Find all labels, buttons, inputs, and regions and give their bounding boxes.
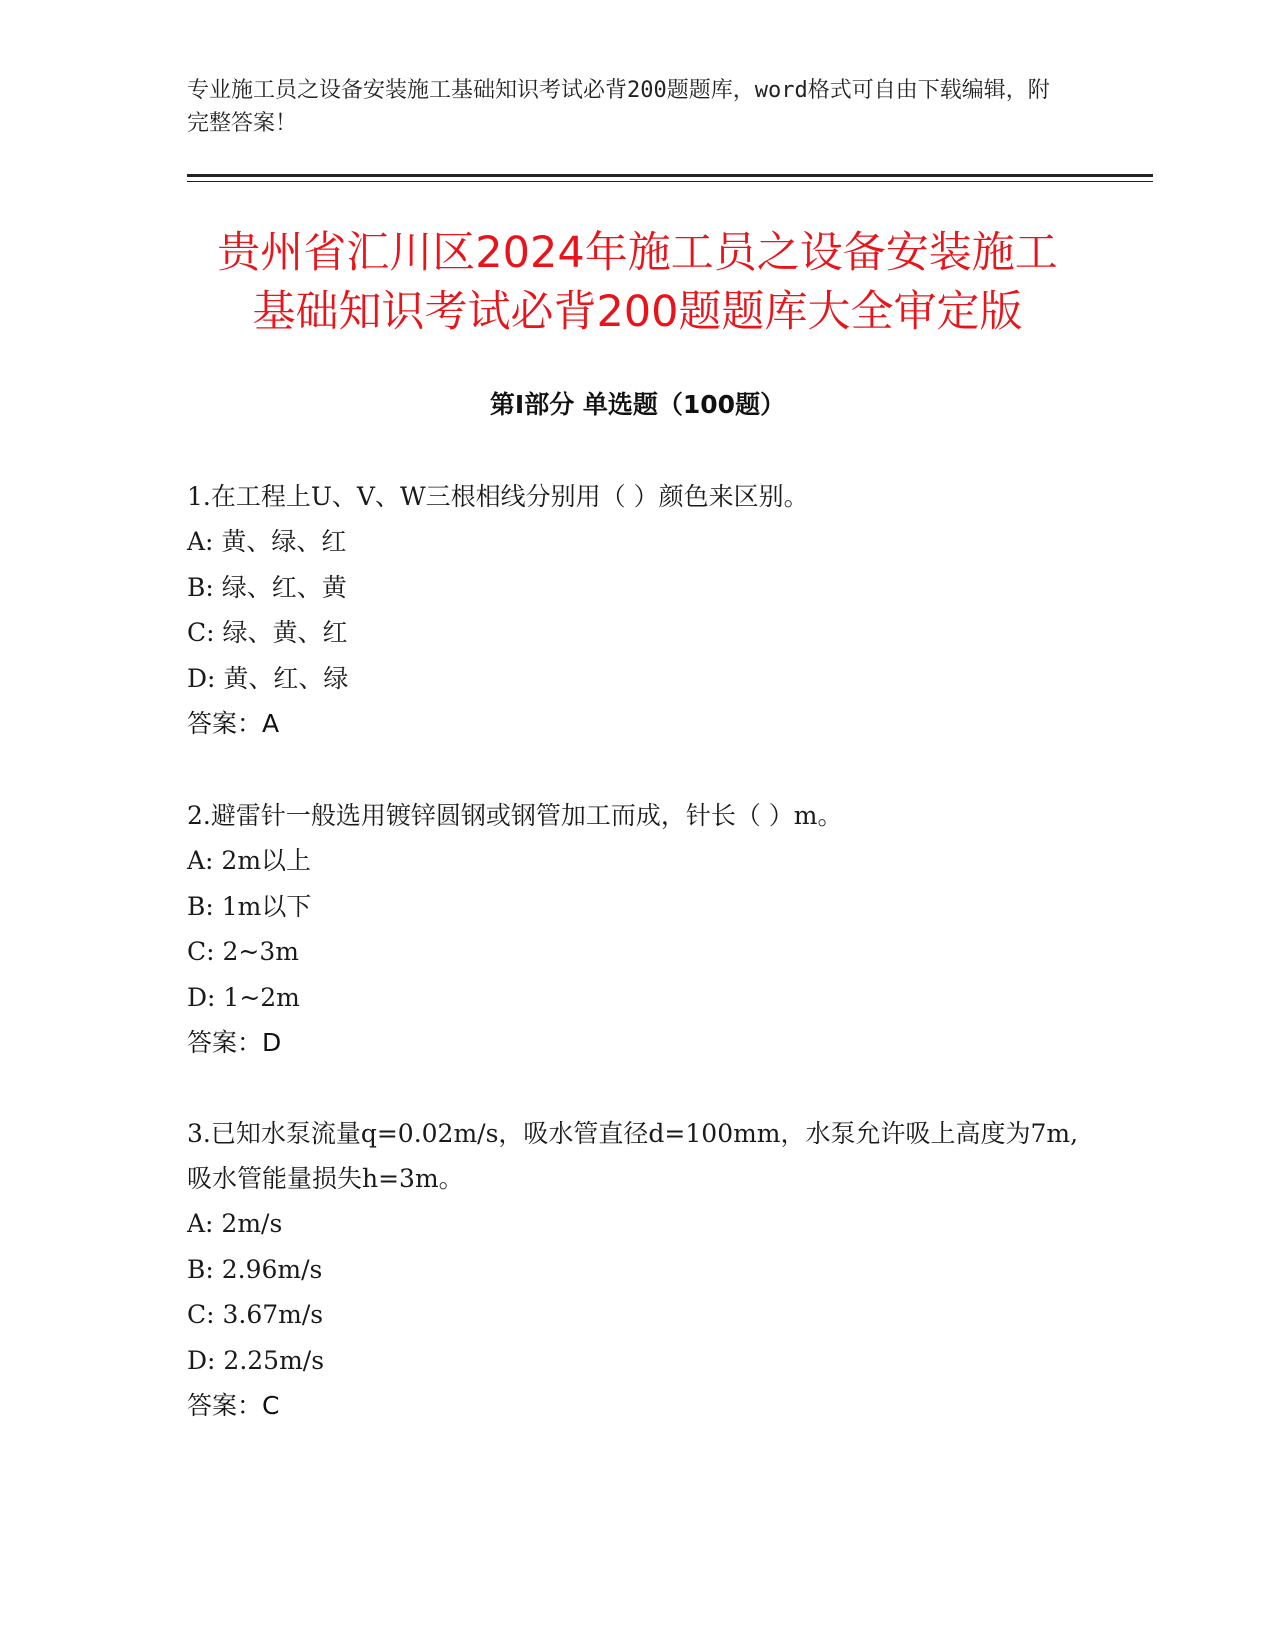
option-c: C: 绿、黄、红 <box>187 618 348 647</box>
header-note: 专业施工员之设备安装施工基础知识考试必背200题题库，word格式可自由下载编辑，附完整答案！ <box>187 78 1050 136</box>
option-d: D: 1~2m <box>187 982 300 1012</box>
header-rule-thick <box>187 174 1153 177</box>
option-b: B: 1m以下 <box>187 891 312 921</box>
option-b: B: 绿、红、黄 <box>187 572 347 602</box>
title-line-1: 贵州省汇川区2024年施工员之设备安装施工 <box>217 228 1058 278</box>
section-title: 第Ⅰ部分 单选题（100题） <box>489 390 786 419</box>
question-1 <box>187 474 1087 746</box>
option-d: D: 黄、红、绿 <box>187 663 349 693</box>
header-rule-thin <box>187 181 1153 182</box>
option-c: C: 3.67m/s <box>187 1300 324 1329</box>
option-a: A: 黄、绿、红 <box>187 527 347 556</box>
question-2 <box>187 793 1087 1065</box>
question-stem: 3.已知水泵流量q=0.02m/s，吸水管直径d=100mm，水泵允许吸上高度为7m,吸水管能量损失h=3m。 <box>187 1119 1079 1193</box>
question-stem: 1.在工程上U、V、W三根相线分别用（ ）颜色来区别。 <box>187 482 809 511</box>
answer: 答案：D <box>187 1028 282 1057</box>
option-a: A: 2m/s <box>187 1209 283 1238</box>
option-d: D: 2.25m/s <box>187 1345 325 1375</box>
question-stem: 2.避雷针一般选用镀锌圆钢或钢管加工而成，针长（ ）m。 <box>187 801 843 830</box>
answer: 答案：C <box>187 1391 280 1420</box>
document-title <box>150 224 1125 342</box>
answer: 答案：A <box>187 709 280 738</box>
option-a: A: 2m以上 <box>187 846 312 875</box>
question-3 <box>187 1111 1087 1428</box>
option-b: B: 2.96m/s <box>187 1254 323 1284</box>
option-c: C: 2~3m <box>187 937 299 966</box>
title-line-2: 基础知识考试必背200题题库大全审定版 <box>252 287 1023 337</box>
